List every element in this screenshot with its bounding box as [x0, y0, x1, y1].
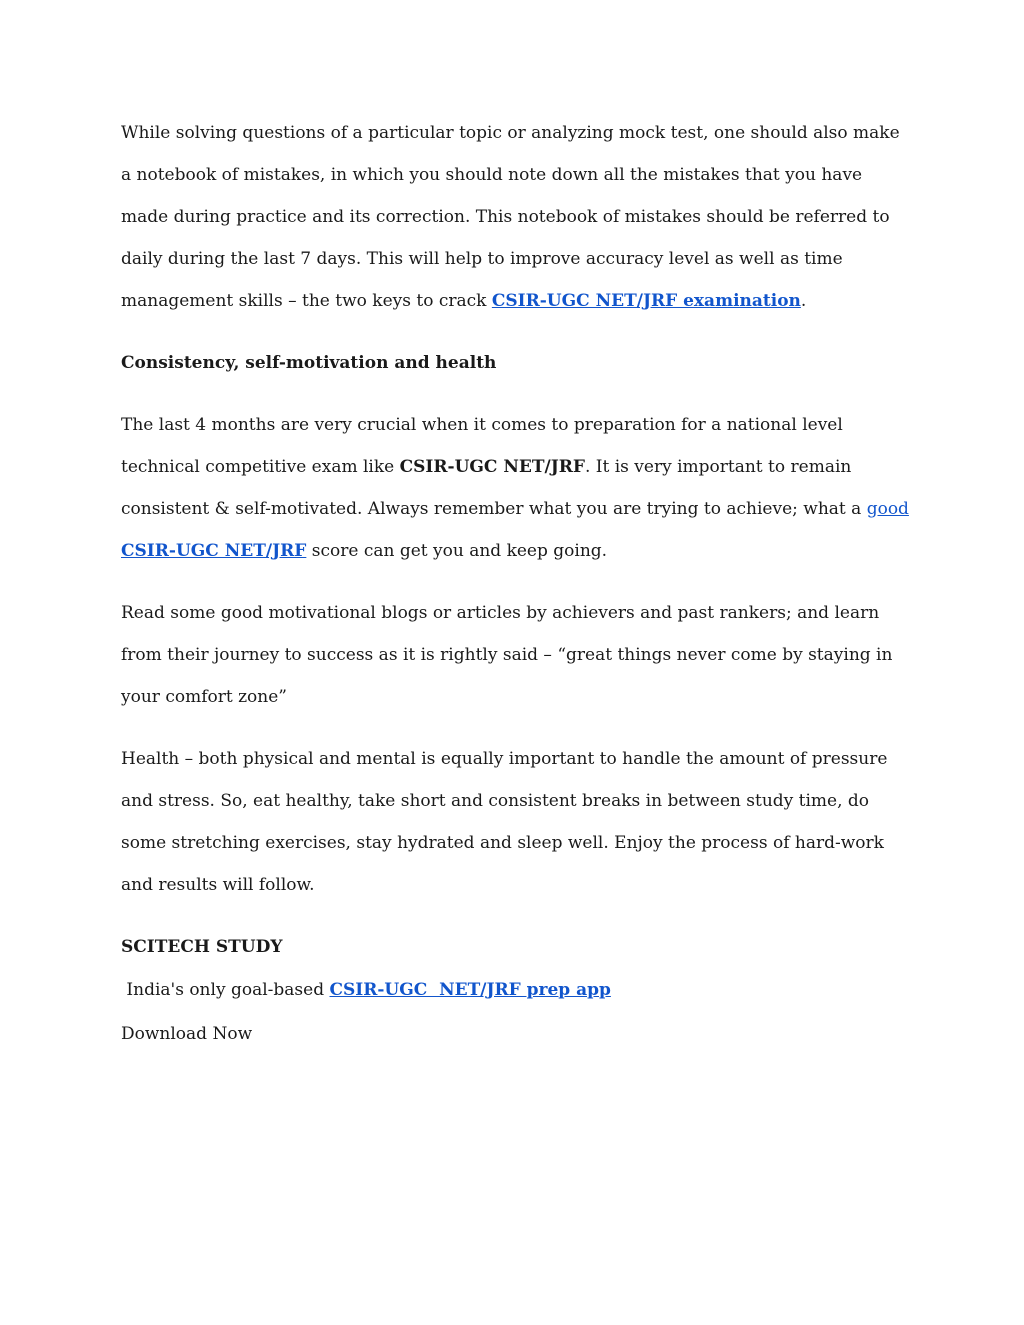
section-heading-consistency: Consistency, self-motivation and health — [121, 353, 497, 373]
document-page — [121, 112, 911, 1056]
paragraph-text: . It is very important to remain consistent & self-motivated. Always remember what you are trying to achieve; what a — [121, 457, 867, 519]
paragraph-app-promo — [121, 968, 911, 1012]
exam-link[interactable]: CSIR-UGC NET/JRF examination — [491, 291, 801, 311]
paragraph-end: . — [800, 291, 807, 311]
prep-app-link[interactable]: CSIR-UGC NET/JRF prep app — [329, 980, 611, 1000]
paragraph-motivational-blogs: Read some good motivational blogs or articles by achievers and past rankers; and learn from their journey to success as it is rightly said – “great things never come by staying in your comfort zone” — [121, 603, 893, 707]
paragraph-last-4-months — [121, 404, 911, 572]
paragraph-text: score can get you and keep going. — [306, 541, 608, 561]
good-score-link[interactable]: good — [866, 499, 909, 519]
paragraph-text: The last 4 months are very crucial when it comes to preparation for a national level technical competitive exam like — [121, 415, 843, 477]
exam-score-link[interactable]: CSIR-UGC NET/JRF — [121, 541, 307, 561]
download-now-text: Download Now — [121, 1024, 253, 1044]
section-heading-scitech: SCITECH STUDY — [121, 937, 283, 957]
paragraph-notebook-of-mistakes — [121, 112, 911, 322]
paragraph-text: India's only goal-based — [121, 980, 330, 1000]
paragraph-text: While solving questions of a particular topic or analyzing mock test, one should also make a notebook of mistakes, in which you should note down all the mistakes that you have made during practice and its correction. This notebook of mistakes should be referred to daily during the last 7 days. This will help to improve accuracy level as well as time management skills – the two keys to crack — [121, 123, 900, 311]
paragraph-health: Health – both physical and mental is equally important to handle the amount of pressure and stress. So, eat healthy, take short and consistent breaks in between study time, do some stretching exercises, stay hydrated and sleep well. Enjoy the process of hard-work and results will follow. — [121, 749, 888, 895]
exam-name-bold: CSIR-UGC NET/JRF — [399, 457, 585, 477]
